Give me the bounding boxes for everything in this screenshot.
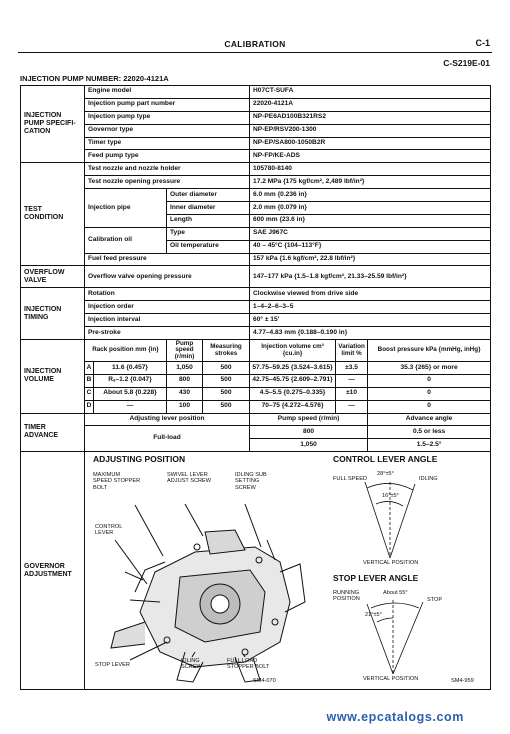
page-title: CALIBRATION xyxy=(224,39,286,49)
spec-key: Injection pump part number xyxy=(85,98,250,111)
governor-illustration xyxy=(85,452,491,690)
timing-key: Rotation xyxy=(85,288,250,301)
injection-volume: 57.75–59.25 {3.524–3.615} xyxy=(250,362,336,375)
spec-value: NP-PE6AD100B321RS2 xyxy=(250,111,491,124)
timing-value: 4.77–4.83 mm {0.188–0.190 in} xyxy=(250,327,491,340)
timing-value: 60° ± 15' xyxy=(250,314,491,327)
volume-header: Boost pressure kPa {mmHg, inHg} xyxy=(368,340,491,362)
label-full-load-bolt: FULL LOAD STOPPER BOLT xyxy=(227,658,270,671)
variation-limit: — xyxy=(336,374,368,387)
spec-value: H07CT-SUFA xyxy=(250,86,491,99)
figure-code-stop: SM4-959 xyxy=(451,678,474,685)
label-stop-lever: STOP LEVER xyxy=(95,662,130,669)
calibration-oil-label: Calibration oil xyxy=(85,227,167,253)
oil-value: SAE J967C xyxy=(250,227,491,240)
pipe-key: Inner diameter xyxy=(167,202,250,215)
overflow-key: Overflow valve opening pressure xyxy=(85,266,250,288)
volume-header: Measuring strokes xyxy=(203,340,250,362)
spec-key: Governor type xyxy=(85,124,250,137)
rack-position: Rₐ–1.2 {0.047} xyxy=(94,374,167,387)
lever-position: Full-load xyxy=(85,426,250,452)
spec-key: Engine model xyxy=(85,86,250,99)
measuring-strokes: 500 xyxy=(203,374,250,387)
pipe-value: 6.0 mm {0.236 in} xyxy=(250,189,491,202)
pipe-key: Length xyxy=(167,214,250,227)
row-id: D xyxy=(85,400,94,413)
oil-key: Oil temperature xyxy=(167,240,250,253)
calibration-table xyxy=(20,85,491,690)
rack-position: — xyxy=(94,400,167,413)
pump-speed: 100 xyxy=(167,400,203,413)
control-lever-angle-title: CONTROL LEVER ANGLE xyxy=(333,454,438,465)
measuring-strokes: 500 xyxy=(203,362,250,375)
boost-pressure: 35.3 {265} or more xyxy=(368,362,491,375)
volume-header: Variation limit % xyxy=(336,340,368,362)
pipe-key: Outer diameter xyxy=(167,189,250,202)
timer-header: Advance angle xyxy=(368,413,491,426)
spec-key: Feed pump type xyxy=(85,150,250,163)
label-idling-sub-screw: IDLING SUB SETTING SCREW xyxy=(235,472,267,491)
row-id: A xyxy=(85,362,94,375)
variation-limit: ±10 xyxy=(336,387,368,400)
section-label-spec: INJECTION PUMP SPECIFI- CATION xyxy=(21,86,85,163)
test-key: Test nozzle and nozzle holder xyxy=(85,163,250,176)
pump-speed: 1,050 xyxy=(167,362,203,375)
test-value: 105780-8140 xyxy=(250,163,491,176)
section-label-overflow: OVERFLOW VALVE xyxy=(21,266,85,288)
label-angle-16: 16°±5° xyxy=(382,493,399,500)
volume-header: Rack position mm {in} xyxy=(85,340,167,362)
label-stop: STOP xyxy=(427,597,443,604)
volume-header: Injection volume cm³ {cu.in} xyxy=(250,340,336,362)
label-angle-21: 21°±5° xyxy=(365,612,382,619)
boost-pressure: 0 xyxy=(368,400,491,413)
variation-limit: ±3.5 xyxy=(336,362,368,375)
spec-key: Injection pump type xyxy=(85,111,250,124)
label-angle-28: 28°±5° xyxy=(377,471,394,478)
section-label-timing: INJECTION TIMING xyxy=(21,288,85,340)
boost-pressure: 0 xyxy=(368,387,491,400)
timer-speed: 1,050 xyxy=(250,439,368,452)
rack-position: 11.6 {0.457} xyxy=(94,362,167,375)
test-value: 157 kPa {1.6 kgf/cm², 22.8 lbf/in²} xyxy=(250,253,491,266)
section-label-volume: INJECTION VOLUME xyxy=(21,340,85,414)
oil-key: Type xyxy=(167,227,250,240)
label-idling-screw: IDLING SCREW xyxy=(181,658,202,671)
row-id: C xyxy=(85,387,94,400)
page-header xyxy=(18,39,492,53)
label-about-55: About 55° xyxy=(383,590,408,597)
timing-key: Pre-stroke xyxy=(85,327,250,340)
label-vertical-position: VERTICAL POSITION xyxy=(363,560,419,567)
pipe-value: 600 mm {23.6 in} xyxy=(250,214,491,227)
pipe-value: 2.0 mm {0.079 in} xyxy=(250,202,491,215)
label-control-lever: CONTROL LEVER xyxy=(95,524,123,537)
spec-value: NP-FP/KE-ADS xyxy=(250,150,491,163)
rack-position: About 5.8 {0.228} xyxy=(94,387,167,400)
volume-header: Pump speed (r/min) xyxy=(167,340,203,362)
timer-header: Pump speed (r/min) xyxy=(250,413,368,426)
document-code: C-S219E-01 xyxy=(443,58,490,68)
watermark: www.epcatalogs.com xyxy=(326,710,464,724)
pump-number: INJECTION PUMP NUMBER: 22020-4121A xyxy=(20,74,169,83)
spec-value: NP-EP/SA800-1050B2R xyxy=(250,137,491,150)
label-vertical-position-stop: VERTICAL POSITION xyxy=(363,676,419,683)
label-swivel-lever: SWIVEL LEVER ADJUST SCREW xyxy=(167,472,212,485)
timing-value: 1–4–2–6–3–5 xyxy=(250,301,491,314)
measuring-strokes: 500 xyxy=(203,400,250,413)
section-label-timer: TIMER ADVANCE xyxy=(21,413,85,452)
injection-volume: 42.75–45.75 {2.609–2.791} xyxy=(250,374,336,387)
timing-key: Injection order xyxy=(85,301,250,314)
section-label-test: TEST CONDITION xyxy=(21,163,85,266)
adjusting-position-title: ADJUSTING POSITION xyxy=(93,454,186,465)
page-number: C-1 xyxy=(475,38,490,48)
pump-speed: 800 xyxy=(167,374,203,387)
boost-pressure: 0 xyxy=(368,374,491,387)
oil-value: 40 – 45°C {104–113°F} xyxy=(250,240,491,253)
injection-pipe-label: Injection pipe xyxy=(85,189,167,228)
injection-volume: 70–75 {4.272–4.576} xyxy=(250,400,336,413)
spec-value: NP-EP/RSV200-1300 xyxy=(250,124,491,137)
test-value: 17.2 MPa {175 kgf/cm², 2,489 lbf/in²} xyxy=(250,176,491,189)
variation-limit: — xyxy=(336,400,368,413)
timer-speed: 800 xyxy=(250,426,368,439)
label-max-speed-bolt: MAXIMUM SPEED STOPPER BOLT xyxy=(93,472,141,491)
injection-volume: 4.5–5.5 {0.275–0.335} xyxy=(250,387,336,400)
section-label-governor: GOVERNOR ADJUSTMENT xyxy=(21,452,85,690)
test-key: Fuel feed pressure xyxy=(85,253,250,266)
stop-lever-angle-title: STOP LEVER ANGLE xyxy=(333,573,419,584)
measuring-strokes: 500 xyxy=(203,387,250,400)
row-id: B xyxy=(85,374,94,387)
test-key: Test nozzle opening pressure xyxy=(85,176,250,189)
figure-code: SM4-070 xyxy=(253,678,276,685)
spec-key: Timer type xyxy=(85,137,250,150)
label-running-position: RUNNING POSITION xyxy=(333,590,360,603)
timing-value: Clockwise viewed from drive side xyxy=(250,288,491,301)
advance-angle: 1.5–2.5° xyxy=(368,439,491,452)
pump-speed: 430 xyxy=(167,387,203,400)
spec-value: 22020-4121A xyxy=(250,98,491,111)
label-idling: IDLING xyxy=(419,476,438,483)
label-full-speed: FULL SPEED xyxy=(333,476,367,483)
timing-key: Injection interval xyxy=(85,314,250,327)
timer-header: Adjusting lever position xyxy=(85,413,250,426)
advance-angle: 0.5 or less xyxy=(368,426,491,439)
overflow-value: 147–177 kPa {1.5–1.8 kgf/cm², 21.33–25.59 lbf/in²} xyxy=(250,266,491,288)
governor-drawing xyxy=(85,452,491,690)
